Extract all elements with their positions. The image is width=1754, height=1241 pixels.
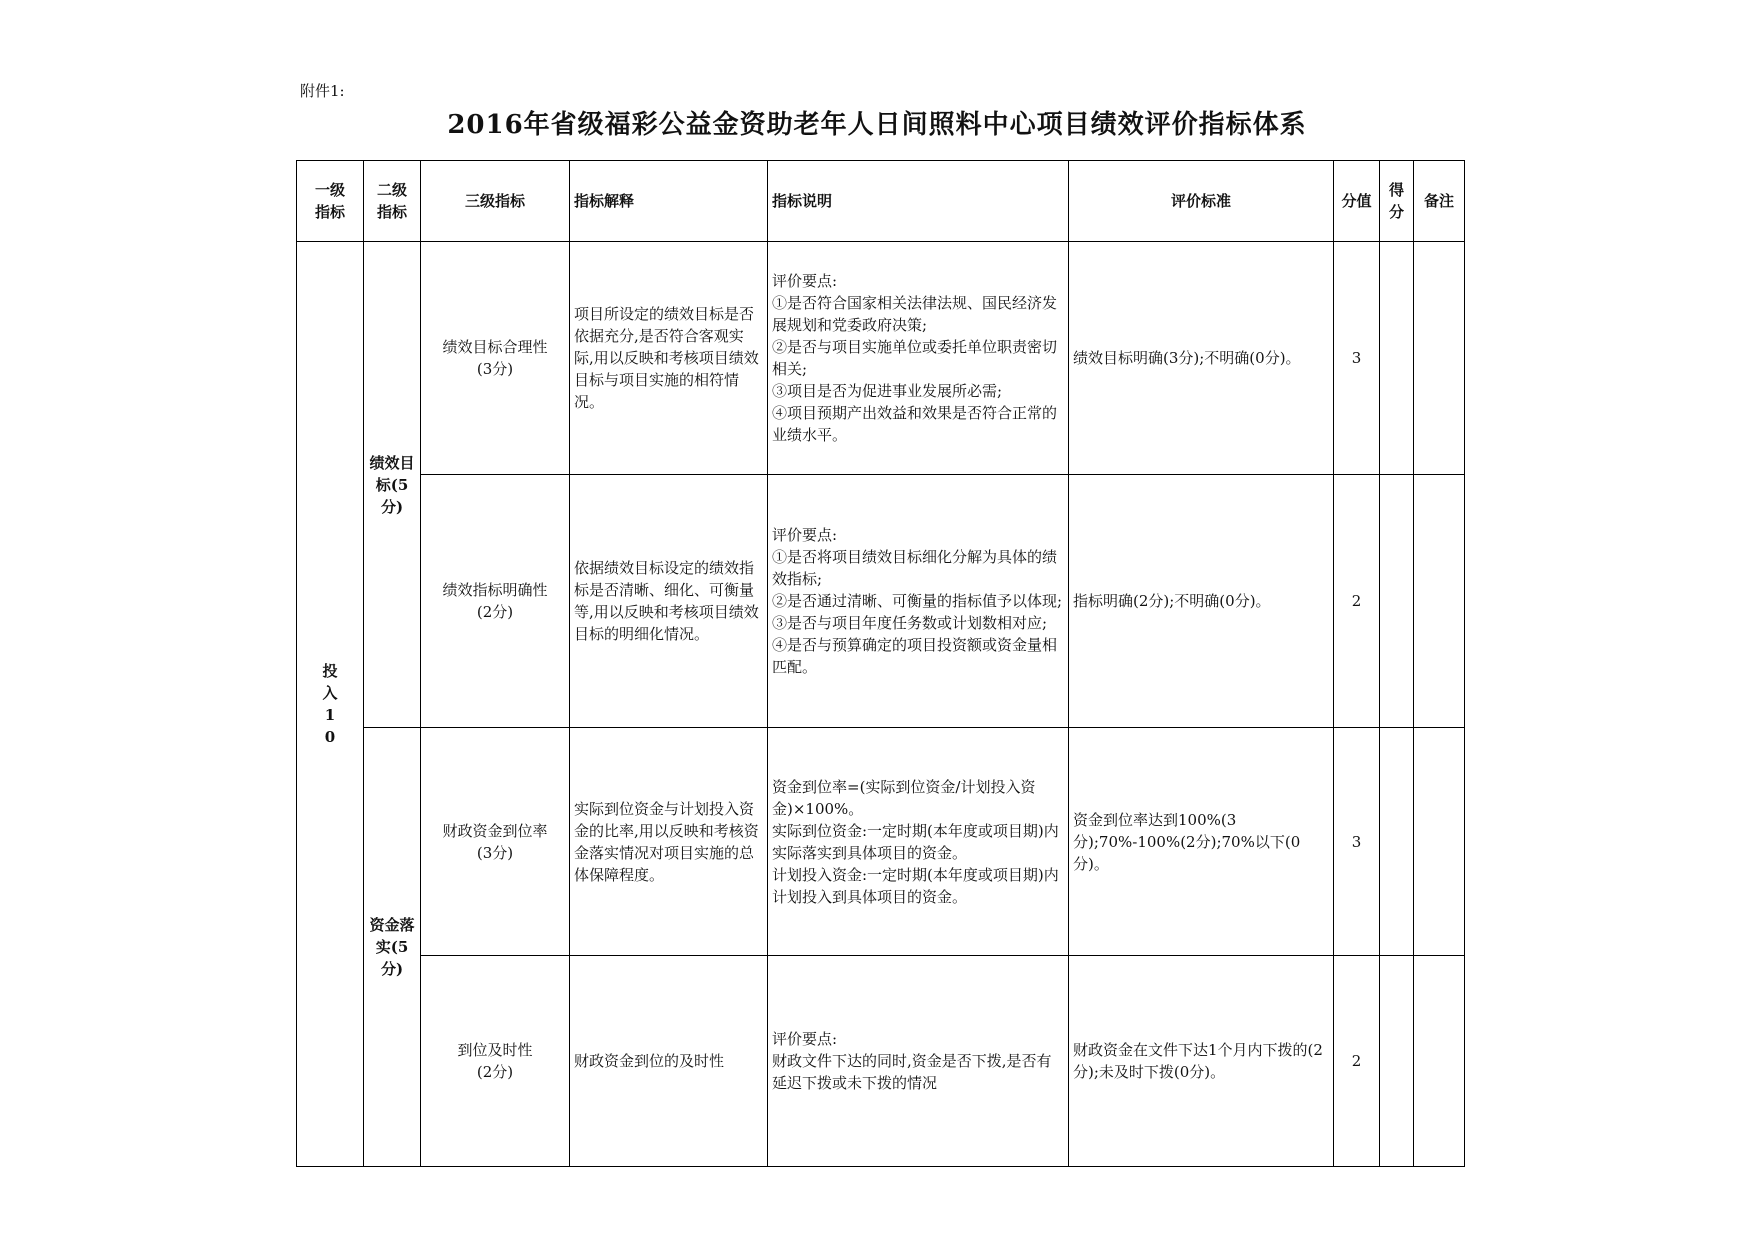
- level2-label: 资金落实(5分): [369, 916, 415, 978]
- level3-indicator: 财政资金到位率 (3分): [421, 728, 570, 956]
- header-score-got: 得 分: [1380, 161, 1414, 242]
- indicator-explanation: 依据绩效目标设定的绩效指标是否清晰、细化、可衡量等,用以反映和考核项目绩效目标的明细化情况。: [570, 475, 768, 728]
- remark-cell[interactable]: [1414, 475, 1465, 728]
- remark-cell[interactable]: [1414, 242, 1465, 475]
- table-row: [297, 242, 1465, 475]
- indicator-description: 资金到位率=(实际到位资金/计划投入资金)×100%。 实际到位资金:一定时期(本年度或项目期)内实际落实到具体项目的资金。 计划投入资金:一定时期(本年度或项目期)内计划投入到具体项目的资金。: [768, 728, 1069, 956]
- level3-indicator: 绩效目标合理性 (3分): [421, 242, 570, 475]
- score-got-cell[interactable]: [1380, 956, 1414, 1167]
- score-value: 2: [1334, 956, 1380, 1167]
- evaluation-criteria: 指标明确(2分);不明确(0分)。: [1069, 475, 1334, 728]
- attachment-label: 附件1:: [300, 82, 345, 100]
- header-row: [297, 161, 1465, 242]
- header-explanation: 指标解释: [570, 161, 768, 242]
- level2-label: 绩效目标(5分): [369, 453, 415, 516]
- indicator-explanation: 项目所设定的绩效目标是否依据充分,是否符合客观实际,用以反映和考核项目绩效目标与项目实施的相符情况。: [570, 242, 768, 475]
- evaluation-criteria: 资金到位率达到100%(3分);70%-100%(2分);70%以下(0分)。: [1069, 728, 1334, 956]
- header-level3: 三级指标: [421, 161, 570, 242]
- remark-cell[interactable]: [1414, 956, 1465, 1167]
- header-remarks: 备注: [1414, 161, 1465, 242]
- evaluation-criteria: 绩效目标明确(3分);不明确(0分)。: [1069, 242, 1334, 475]
- score-value: 3: [1334, 242, 1380, 475]
- score-got-cell[interactable]: [1380, 242, 1414, 475]
- header-criteria: 评价标准: [1069, 161, 1334, 242]
- page-title: 2016年省级福彩公益金资助老年人日间照料中心项目绩效评价指标体系: [447, 110, 1307, 140]
- level3-indicator: 到位及时性 (2分): [421, 956, 570, 1167]
- indicator-description: 评价要点: ①是否符合国家相关法律法规、国民经济发展规划和党委政府决策; ②是否与项目实施单位或委托单位职责密切相关; ③项目是否为促进事业发展所必需; ④项目预期产出效益和效果是否符合正常的业绩水平。: [768, 242, 1069, 475]
- header-description: 指标说明: [768, 161, 1069, 242]
- indicator-description: 评价要点: 财政文件下达的同时,资金是否下拨,是否有延迟下拨或未下拨的情况: [768, 956, 1069, 1167]
- header-level1: 一级 指标: [297, 161, 364, 242]
- header-score-value: 分值: [1334, 161, 1380, 242]
- score-value: 2: [1334, 475, 1380, 728]
- indicator-description: 评价要点: ①是否将项目绩效目标细化分解为具体的绩效指标; ②是否通过清晰、可衡量的指标值予以体现; ③是否与项目年度任务数或计划数相对应; ④是否与预算确定的项目投资额或资金量相匹配。: [768, 475, 1069, 728]
- score-value: 3: [1334, 728, 1380, 956]
- indicator-explanation: 财政资金到位的及时性: [570, 956, 768, 1167]
- score-got-cell[interactable]: [1380, 475, 1414, 728]
- table-row: [297, 475, 1465, 728]
- level2-cell-goals: [364, 242, 421, 728]
- header-level2: 二级 指标: [364, 161, 421, 242]
- level1-cell: [297, 242, 364, 1167]
- indicator-table: [296, 160, 1465, 1167]
- score-got-cell[interactable]: [1380, 728, 1414, 956]
- level2-cell-funding: [364, 728, 421, 1167]
- table-row: [297, 728, 1465, 956]
- indicator-explanation: 实际到位资金与计划投入资金的比率,用以反映和考核资金落实情况对项目实施的总体保障程度。: [570, 728, 768, 956]
- evaluation-criteria: 财政资金在文件下达1个月内下拨的(2分);未及时下拨(0分)。: [1069, 956, 1334, 1167]
- level3-indicator: 绩效指标明确性 (2分): [421, 475, 570, 728]
- level1-label: 投入10: [322, 662, 338, 746]
- table-row: [297, 956, 1465, 1167]
- remark-cell[interactable]: [1414, 728, 1465, 956]
